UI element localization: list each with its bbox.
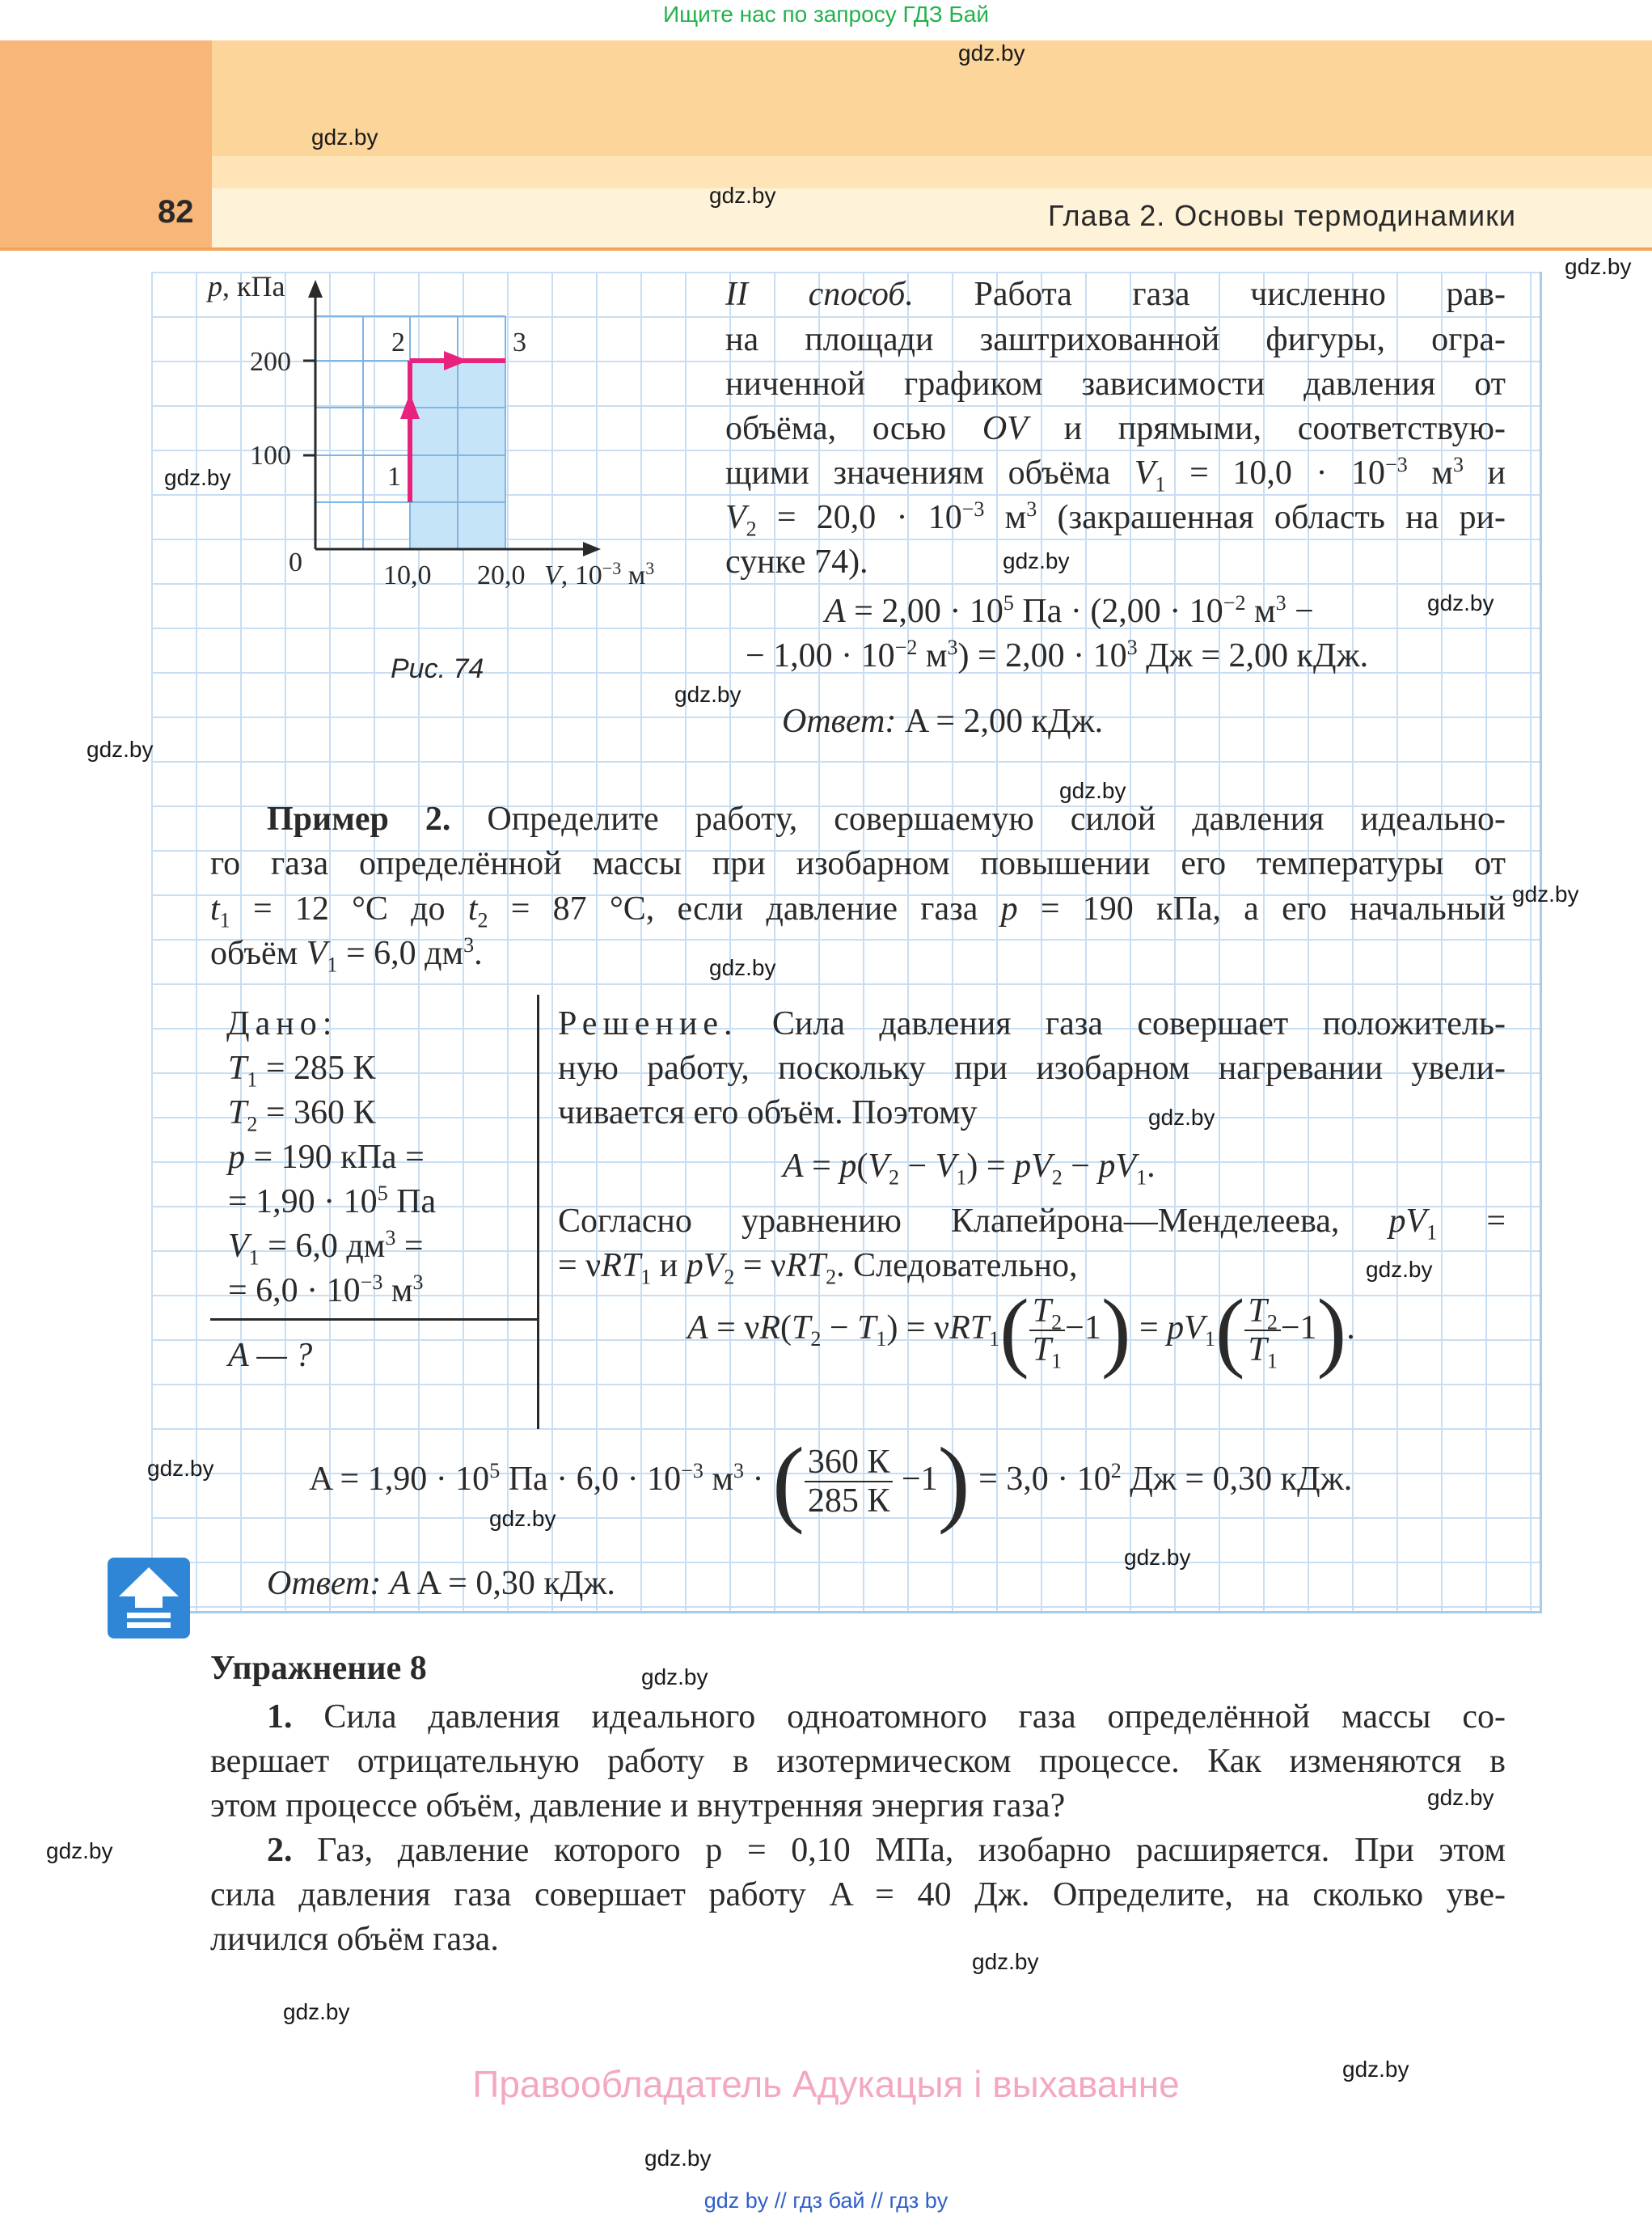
example2-line4: объём $V_1 = 6,0$ $дм^3$. — [210, 933, 483, 977]
page-number: 82 — [158, 194, 194, 230]
watermark: gdz.by — [1427, 590, 1494, 615]
figure-74 — [151, 272, 701, 660]
given-v2: = $6,0 \cdot 10^{-3}$ $м^3$ — [228, 1271, 424, 1309]
given-t1: $T_1 = 285$ К — [228, 1050, 376, 1092]
exercise-q2-num: 2. — [267, 1832, 293, 1869]
exercise-q2-line1 — [267, 1828, 1506, 1873]
point-1: 1 — [387, 462, 401, 492]
given-heading: Дано: — [226, 1005, 338, 1042]
x-axis-label: V, $10^{-3}$ $м^3$ — [544, 558, 655, 590]
method2-line1-text: Работа газа численно рав- — [974, 276, 1506, 313]
given-p1-value: = 190 кПа = — [253, 1139, 425, 1176]
method2-formula-2-unit: м — [917, 637, 948, 674]
exercise-q1-num: 1. — [267, 1698, 293, 1736]
numeric-b: Па · 6,0 · 10 — [500, 1460, 682, 1498]
given-v2-unit: м — [382, 1272, 413, 1309]
solution-numeric: $A = 1,90 \cdot 10^5$ Па · $6,0 \cdot 10^{-3}$ $м^3$ · ( $\frac{360 К}{285 К}$ $-1) = 3,0 \cdot 10^2$ Дж = 0,30 кДж. — [309, 1427, 1353, 1536]
solution-answer-value: A = 0,30 кДж. — [416, 1565, 615, 1602]
exercise-q2-line3: личился объём газа. — [210, 1921, 499, 1958]
x-axis-arrow — [583, 542, 601, 556]
numeric-e: Дж = 0,30 кДж. — [1121, 1460, 1353, 1498]
solution-line4-text: Согласно уравнению Клапейрона—Менделеева, — [558, 1203, 1340, 1240]
watermark: gdz.by — [972, 1949, 1039, 1974]
given-v1: $V_1 = 6,0$ $дм^3$ = — [228, 1226, 424, 1270]
method2-answer-label: Ответ: — [782, 703, 897, 740]
given-p1: p = 190 кПа = — [228, 1139, 425, 1176]
given-rule — [210, 1318, 538, 1321]
given-p2: = $1,90 \cdot 10^5$ Па — [228, 1182, 437, 1220]
method2-line3: ниченной графиком зависимости давления от — [725, 366, 1506, 403]
solution-answer: Ответ: A A = 0,30 кДж. — [267, 1565, 615, 1602]
solution-line1 — [558, 1001, 1506, 1046]
method2-formula-1: $A = 2,00 \cdot 10^5$ Па · ($2,00 \cdot 10^{-2}$ $м^3$ − — [825, 591, 1314, 630]
example2-line3-text: °C, если давление газа — [609, 890, 978, 928]
given-t2-value: = 360 К — [265, 1094, 376, 1131]
copyright-notice: Правообладатель Адукацыя і выхаванне — [472, 2063, 1180, 2105]
method2-line6: $V_2 = 20,0 \cdot 10^{-3}$ $м^3$ (закрашенная область на ри- — [725, 497, 1506, 541]
y-tick-0: 0 — [289, 548, 302, 577]
back-to-top-button[interactable] — [108, 1558, 190, 1638]
exercise-title: Упражнение 8 — [210, 1650, 427, 1687]
given-v2-value: = 6,0 · 10 — [228, 1272, 361, 1309]
exercise-q1-line2: вершает отрицательную работу в изотермическом процессе. Как изменяются в — [210, 1743, 1506, 1780]
watermark: gdz.by — [46, 1838, 113, 1863]
arrow-up-icon — [108, 1558, 190, 1638]
figure-caption: Рис. 74 — [391, 653, 484, 684]
watermark: gdz.by — [958, 40, 1025, 66]
header-strip — [212, 156, 1652, 188]
given-t1-value: = 285 К — [265, 1050, 376, 1087]
watermark: gdz.by — [1148, 1105, 1215, 1130]
example2-line1-text: Определите работу, совершаемую силой давления идеально- — [487, 801, 1506, 838]
header-rule — [0, 247, 1652, 251]
solution-formula-2: $A = \nu R(T_2 - T_1) = \nu RT_1$( $\frac{T_2}{T_1}$ $-1) = pV_1$( $\frac{T_2}{T_1}$ −1). — [687, 1281, 1355, 1380]
watermark: gdz.by — [1512, 882, 1579, 907]
given-divider — [537, 995, 539, 1429]
watermark: gdz.by — [311, 125, 378, 150]
watermark: gdz.by — [709, 183, 776, 208]
method2-axis: OV — [982, 410, 1028, 447]
numeric-a: A = 1,90 · 10 — [309, 1460, 490, 1498]
example2-title: Пример 2. — [267, 801, 451, 838]
watermark: gdz.by — [1059, 778, 1126, 803]
exercise-q1-line1 — [267, 1694, 1506, 1740]
point-2: 2 — [391, 328, 405, 357]
watermark: gdz.by — [489, 1506, 556, 1531]
method2-line7: сунке 74). — [725, 543, 868, 581]
example2-line1 — [267, 797, 1506, 842]
method2-answer — [782, 699, 1103, 744]
method2-line2: на площади заштрихованной фигуры, огра- — [725, 321, 1506, 358]
method2-line4c: и прямыми, соответствую- — [1027, 410, 1506, 447]
watermark: gdz.by — [1342, 2057, 1409, 2082]
method2-line1 — [725, 272, 1506, 317]
promo-link[interactable]: Ищите нас по запросу ГДЗ Бай — [662, 2, 990, 27]
watermark: gdz.by — [644, 2146, 712, 2171]
numeric-d: = 3,0 · 10 — [978, 1460, 1111, 1498]
watermark: gdz.by — [1565, 254, 1632, 279]
method2-line5: щими значениям объёма $V_1 = 10,0 \cdot 10^{-3}$ $м^3$ и — [725, 453, 1506, 497]
solution-line3: чивается его объём. Поэтому — [558, 1094, 978, 1131]
given-find: A — ? — [228, 1337, 313, 1374]
solution-line5: = νRT$_1$ и $pV_2 = \nu RT_2$. Следовательно, — [558, 1247, 1078, 1289]
given-v1-eq: = — [395, 1228, 424, 1265]
solution-formula-1: $A = p(V_2 - V_1) = pV_2 - pV_1$. — [783, 1148, 1156, 1190]
header-background — [0, 40, 1652, 156]
footer-links[interactable]: gdz by // гдз бай // гдз by — [703, 2188, 949, 2213]
watermark: gdz.by — [709, 955, 776, 980]
method2-answer-value: A = 2,00 кДж. — [904, 703, 1104, 740]
numeric-frac-den: 285 К — [807, 1482, 890, 1520]
chapter-title: Глава 2. Основы термодинамики — [1048, 199, 1517, 232]
watermark: gdz.by — [87, 737, 154, 762]
given-t2: $T_2 = 360$ К — [228, 1094, 376, 1136]
watermark: gdz.by — [147, 1456, 214, 1481]
point-3: 3 — [513, 328, 526, 357]
method2-line5-text: щими значениям объёма — [725, 455, 1111, 492]
example2-line2: го газа определённой массы при изобарном повышении его температуры от — [210, 845, 1506, 882]
y-axis-label: p, кПа — [208, 272, 285, 302]
watermark: gdz.by — [1366, 1257, 1433, 1282]
watermark: gdz.by — [641, 1664, 708, 1689]
y-tick-100: 100 — [250, 441, 291, 471]
given-p2-unit: Па — [387, 1183, 437, 1220]
example2-line3: $t_1 = 12$ °C до $t_2 = 87$ °C, если давление газа p = 190 кПа, а его начальный — [210, 890, 1506, 932]
example2-line3b: = 190 кПа, а его начальный — [1040, 890, 1506, 928]
y-tick-200: 200 — [250, 347, 291, 377]
solution-line1-text: Сила давления газа совершает положитель- — [771, 1005, 1506, 1042]
method2-line4a: объёма, осью — [725, 410, 982, 447]
exercise-q2-line1-text: Газ, давление которого p = 0,10 МПа, изобарно расширяется. При этом — [317, 1832, 1506, 1869]
numeric-frac-num: 360 К — [805, 1444, 894, 1482]
watermark: gdz.by — [283, 1999, 350, 2024]
watermark: gdz.by — [1124, 1545, 1191, 1570]
watermark: gdz.by — [1427, 1785, 1494, 1810]
solution-heading: Решение. — [558, 1005, 738, 1042]
numeric-c: м — [703, 1460, 733, 1498]
method2-formula-2: − $1,00 \cdot 10^{-2}$ $м^3) = 2,00 \cdot 10^3$ Дж = 2,00 кДж. — [746, 636, 1369, 674]
solution-line2: ную работу, поскольку при изобарном нагревании увели- — [558, 1050, 1506, 1087]
watermark: gdz.by — [164, 465, 231, 490]
solution-answer-label: Ответ: — [267, 1565, 382, 1602]
method2-line4 — [725, 406, 1506, 451]
given-p2-value: = 1,90 · 10 — [228, 1183, 378, 1220]
method2-lead: II способ. — [725, 276, 914, 313]
exercise-q2-line2: сила давления газа совершает работу A = 40 Дж. Определите, на сколько уве- — [210, 1876, 1506, 1913]
exercise-q1-line3: этом процессе объём, давление и внутренняя энергия газа? — [210, 1787, 1066, 1824]
example2-line4-text: объём — [210, 935, 298, 972]
watermark: gdz.by — [674, 682, 741, 707]
given-v1-value: = 6,0 дм — [268, 1228, 386, 1265]
watermark: gdz.by — [1003, 548, 1070, 573]
exercise-q1-line1-text: Сила давления идеального одноатомного газа определённой массы со- — [323, 1698, 1506, 1736]
solution-line5-text: Следовательно, — [853, 1247, 1078, 1284]
solution-line4: Согласно уравнению Клапейрона—Менделеева, $pV_1$ = — [558, 1203, 1506, 1245]
x-tick-10: 10,0 — [383, 560, 432, 590]
x-tick-20: 20,0 — [477, 560, 526, 590]
y-axis-arrow — [308, 280, 323, 298]
